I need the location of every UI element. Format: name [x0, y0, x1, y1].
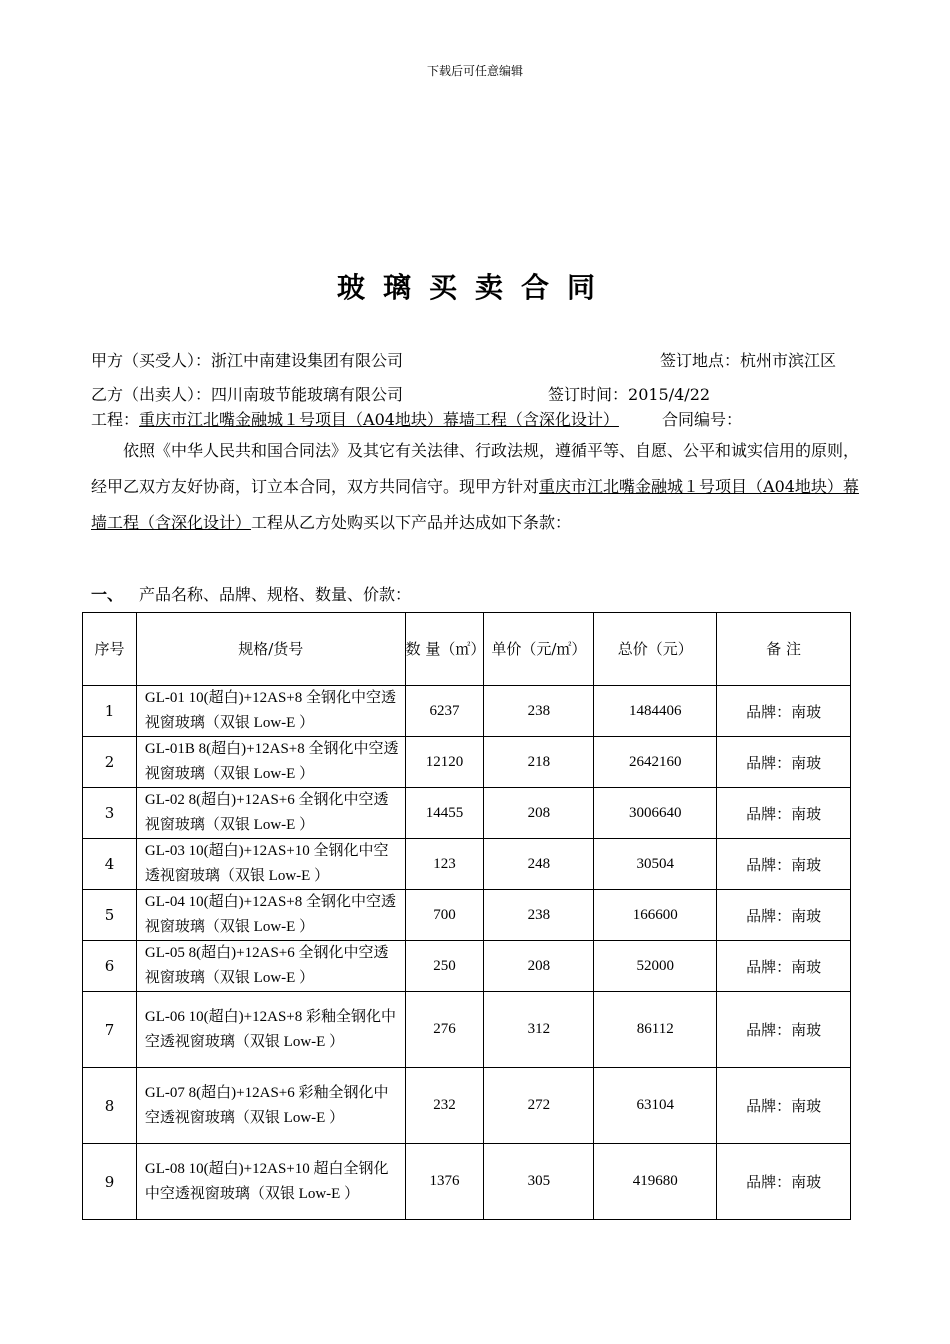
cell-spec: GL-03 10(超白)+12AS+10 全钢化中空透视窗玻璃（双银 Low-E ） — [136, 839, 405, 890]
cell-total: 3006640 — [594, 788, 717, 839]
cell-remark: 品牌：南玻 — [717, 941, 851, 992]
sign-time — [548, 382, 710, 405]
header-total: 总价（元） — [594, 613, 717, 686]
cell-spec: GL-07 8(超白)+12AS+6 彩釉全钢化中空透视窗玻璃（双银 Low-E ） — [136, 1068, 405, 1144]
sign-place-value: 杭州市滨江区 — [740, 351, 837, 370]
project-label: 工程： — [91, 410, 140, 429]
header-note: 下载后可任意编辑 — [426, 64, 523, 78]
header-spec: 规格/货号 — [136, 613, 405, 686]
cell-total: 2642160 — [594, 737, 717, 788]
party-b-label: 乙方（出卖人）： — [91, 385, 212, 404]
party-a — [91, 348, 403, 371]
cell-qty: 250 — [405, 941, 484, 992]
cell-total: 166600 — [594, 890, 717, 941]
cell-unit-price: 305 — [484, 1144, 594, 1220]
cell-total: 52000 — [594, 941, 717, 992]
project-line — [91, 407, 619, 430]
intro-part2: 工程从乙方处购买以下产品并达成如下条款： — [251, 513, 572, 532]
cell-qty: 1376 — [405, 1144, 484, 1220]
cell-index: 8 — [83, 1068, 137, 1144]
header-unit-price: 单价（元/㎡） — [484, 613, 594, 686]
sign-place — [660, 348, 836, 371]
cell-index: 7 — [83, 992, 137, 1068]
document-title: 玻璃买卖合同 — [336, 271, 613, 304]
intro-part1: 依照《中华人民共和国合同法》及其它有关法律、行政法规，遵循平等、自愿、公平和诚实信用的原则，经甲乙双方友好协商，订立本合同，双方共同信守。现甲方针对 — [91, 441, 860, 496]
cell-index: 1 — [83, 686, 137, 737]
header-qty: 数 量（㎡） — [405, 613, 484, 686]
table-row — [83, 1068, 851, 1144]
contract-no-label: 合同编号： — [662, 410, 743, 429]
cell-total: 63104 — [594, 1068, 717, 1144]
cell-total: 30504 — [594, 839, 717, 890]
cell-qty: 700 — [405, 890, 484, 941]
cell-remark: 品牌：南玻 — [717, 839, 851, 890]
cell-index: 3 — [83, 788, 137, 839]
cell-remark: 品牌：南玻 — [717, 890, 851, 941]
cell-total: 419680 — [594, 1144, 717, 1220]
cell-spec: GL-06 10(超白)+12AS+8 彩釉全钢化中空透视窗玻璃（双银 Low-E ） — [136, 992, 405, 1068]
cell-qty: 14455 — [405, 788, 484, 839]
party-a-value: 浙江中南建设集团有限公司 — [211, 351, 404, 370]
cell-qty: 6237 — [405, 686, 484, 737]
cell-unit-price: 312 — [484, 992, 594, 1068]
table-row — [83, 686, 851, 737]
cell-index: 2 — [83, 737, 137, 788]
section-1-number: 一、 — [91, 585, 124, 604]
cell-qty: 12120 — [405, 737, 484, 788]
cell-remark: 品牌：南玻 — [717, 992, 851, 1068]
cell-total: 1484406 — [594, 686, 717, 737]
table-row — [83, 737, 851, 788]
cell-unit-price: 272 — [484, 1068, 594, 1144]
table-row — [83, 839, 851, 890]
cell-unit-price: 208 — [484, 788, 594, 839]
table-row — [83, 941, 851, 992]
cell-index: 6 — [83, 941, 137, 992]
cell-spec: GL-04 10(超白)+12AS+8 全钢化中空透视窗玻璃（双银 Low-E ） — [136, 890, 405, 941]
section-1-heading — [91, 582, 411, 605]
cell-index: 5 — [83, 890, 137, 941]
contract-no — [662, 407, 742, 430]
cell-remark: 品牌：南玻 — [717, 686, 851, 737]
header-index: 序号 — [83, 613, 137, 686]
cell-spec: GL-01 10(超白)+12AS+8 全钢化中空透视窗玻璃（双银 Low-E ） — [136, 686, 405, 737]
cell-spec: GL-01B 8(超白)+12AS+8 全钢化中空透视窗玻璃（双银 Low-E ） — [136, 737, 405, 788]
table-row — [83, 1144, 851, 1220]
sign-place-label: 签订地点： — [660, 351, 741, 370]
cell-qty: 276 — [405, 992, 484, 1068]
cell-total: 86112 — [594, 992, 717, 1068]
cell-qty: 232 — [405, 1068, 484, 1144]
cell-remark: 品牌：南玻 — [717, 1068, 851, 1144]
sign-time-label: 签订时间： — [548, 385, 629, 404]
table-header-row — [83, 613, 851, 686]
sign-time-value: 2015/4/22 — [628, 385, 711, 404]
cell-index: 4 — [83, 839, 137, 890]
project-value: 重庆市江北嘴金融城１号项目（A04地块）幕墙工程（含深化设计） — [139, 410, 619, 429]
cell-unit-price: 238 — [484, 686, 594, 737]
party-b — [91, 382, 403, 405]
cell-spec: GL-08 10(超白)+12AS+10 超白全钢化中空透视窗玻璃（双银 Low-E ） — [136, 1144, 405, 1220]
header-remark: 备 注 — [717, 613, 851, 686]
table-row — [83, 992, 851, 1068]
party-b-value: 四川南玻节能玻璃有限公司 — [211, 385, 404, 404]
cell-unit-price: 248 — [484, 839, 594, 890]
table-row — [83, 890, 851, 941]
cell-unit-price: 238 — [484, 890, 594, 941]
cell-remark: 品牌：南玻 — [717, 788, 851, 839]
cell-spec: GL-02 8(超白)+12AS+6 全钢化中空透视窗玻璃（双银 Low-E ） — [136, 788, 405, 839]
cell-remark: 品牌：南玻 — [717, 1144, 851, 1220]
table-row — [83, 788, 851, 839]
goods-table — [82, 612, 851, 1220]
cell-qty: 123 — [405, 839, 484, 890]
party-a-label: 甲方（买受人）： — [91, 351, 212, 370]
intro-paragraph — [91, 433, 861, 541]
cell-spec: GL-05 8(超白)+12AS+6 全钢化中空透视窗玻璃（双银 Low-E ） — [136, 941, 405, 992]
cell-unit-price: 208 — [484, 941, 594, 992]
section-1-title: 产品名称、品牌、规格、数量、价款： — [139, 585, 412, 604]
cell-remark: 品牌：南玻 — [717, 737, 851, 788]
cell-unit-price: 218 — [484, 737, 594, 788]
cell-index: 9 — [83, 1144, 137, 1220]
intro-project-ref: 重庆市江北嘴金融城１号项目（A04地块）幕墙工程（含深化设计） — [91, 477, 859, 532]
